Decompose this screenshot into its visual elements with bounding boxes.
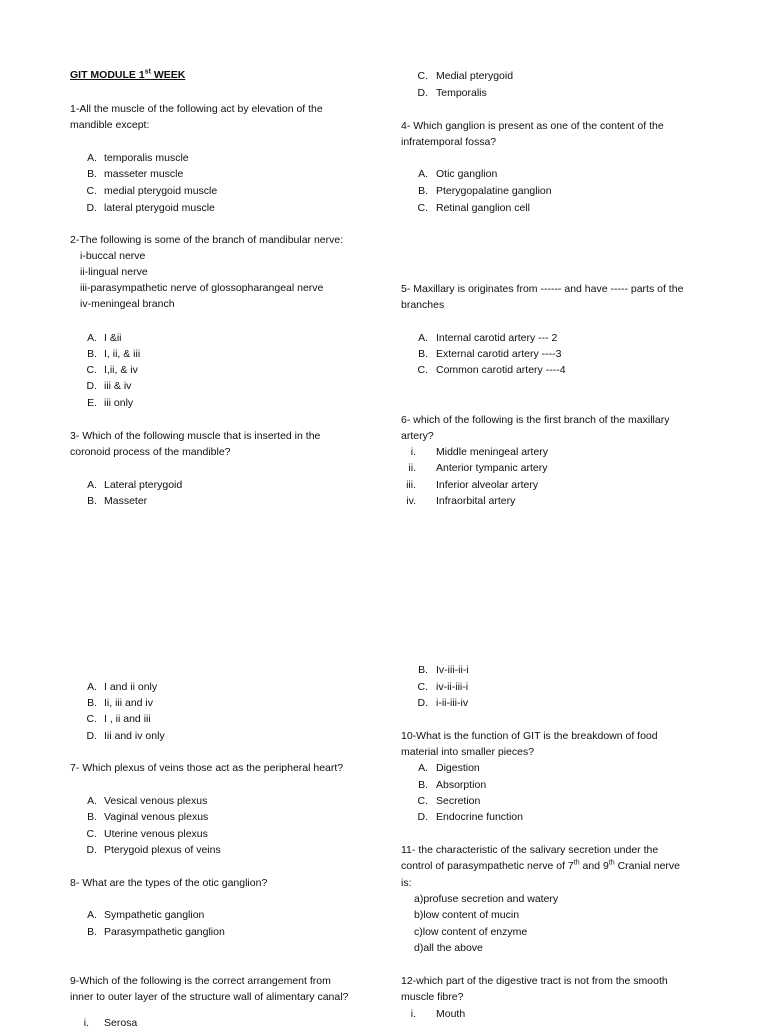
option-text: medial pterygoid muscle [104, 185, 218, 197]
question-1-text: 1-All the muscle of the following act by elevation of the [70, 103, 323, 115]
question-11-text-cont: control of parasympathetic nerve of 7th and 9th Cranial nerve [401, 859, 681, 872]
option-text: I , ii and iii [104, 713, 151, 725]
option-text: Ii, iii and iv [104, 697, 154, 709]
option-mark: A. [87, 909, 97, 921]
option-mark: B. [87, 348, 97, 360]
option-text: Common carotid artery ----4 [436, 364, 566, 376]
option-mark: B. [87, 926, 97, 938]
question-3-text: 3- Which of the following muscle that is inserted in the [70, 430, 321, 442]
question-11-item: c)low content of enzyme [414, 926, 528, 938]
question-5-text: 5- Maxillary is originates from ------ and have ----- parts of the [401, 283, 684, 295]
option-text: Retinal ganglion cell [436, 202, 530, 214]
option-text: I, ii, & iii [104, 348, 141, 360]
question-2-item: ii-lingual nerve [80, 266, 148, 278]
option-mark: D. [417, 87, 428, 99]
item-mark: i. [410, 446, 416, 458]
question-3-text-cont: coronoid process of the mandible? [70, 446, 231, 458]
option-text: lateral pterygoid muscle [104, 202, 215, 214]
option-mark: B. [87, 495, 97, 507]
question-7-text: 7- Which plexus of veins those act as the peripheral heart? [70, 762, 344, 774]
option-text: Sympathetic ganglion [104, 909, 205, 921]
question-9-text-cont: inner to outer layer of the structure wall of alimentary canal? [70, 991, 349, 1003]
option-mark: C. [417, 202, 428, 214]
option-mark: B. [87, 697, 97, 709]
option-mark: D. [86, 202, 97, 214]
option-mark: C. [417, 364, 428, 376]
option-text: I and ii only [104, 681, 158, 693]
option-text: iii only [104, 397, 134, 409]
option-mark: A. [87, 479, 97, 491]
option-text: Absorption [436, 779, 487, 791]
question-1-text-cont: mandible except: [70, 119, 150, 131]
item-text: Infraorbital artery [436, 495, 516, 507]
option-mark: C. [86, 828, 97, 840]
option-mark: D. [86, 730, 97, 742]
option-text: Pterygopalatine ganglion [436, 185, 552, 197]
option-text: masseter muscle [104, 168, 184, 180]
option-mark: i. [410, 1008, 416, 1020]
option-mark: C. [417, 70, 428, 82]
question-11-item: a)profuse secretion and watery [414, 893, 559, 905]
question-6-text-cont: artery? [401, 430, 434, 442]
option-mark: C. [417, 681, 428, 693]
option-mark: D. [417, 697, 428, 709]
question-12-text-cont: muscle fibre? [401, 991, 464, 1003]
option-mark: D. [417, 811, 428, 823]
question-8-text: 8- What are the types of the otic ganglion? [70, 877, 268, 889]
option-text: Iv-iii-ii-i [436, 664, 469, 676]
question-2-item: iv-meningeal branch [80, 298, 175, 310]
item-text: Inferior alveolar artery [436, 479, 539, 491]
option-mark: A. [87, 795, 97, 807]
option-text: Parasympathetic ganglion [104, 926, 225, 938]
option-text: Digestion [436, 762, 480, 774]
option-mark: B. [87, 168, 97, 180]
option-text: Secretion [436, 795, 481, 807]
option-mark: E. [87, 397, 97, 409]
option-text: iv-ii-iii-i [436, 681, 469, 693]
option-text: Medial pterygoid [436, 70, 514, 82]
option-mark: B. [87, 811, 97, 823]
question-10-text: 10-What is the function of GIT is the breakdown of food [401, 730, 658, 742]
option-mark: B. [418, 664, 428, 676]
page-title: GIT MODULE 1st WEEK [70, 68, 186, 81]
option-text: Serosa [104, 1017, 138, 1029]
question-4-text-cont: infratemporal fossa? [401, 136, 497, 148]
question-2-item: iii-parasympathetic nerve of glossopharangeal nerve [80, 282, 324, 294]
option-mark: C. [86, 364, 97, 376]
option-text: Vaginal venous plexus [104, 811, 209, 823]
question-11-item: b)low content of mucin [414, 909, 520, 921]
option-text: External carotid artery ----3 [436, 348, 562, 360]
option-mark: A. [87, 152, 97, 164]
option-text: Lateral pterygoid [104, 479, 183, 491]
option-text: Uterine venous plexus [104, 828, 208, 840]
option-mark: C. [86, 185, 97, 197]
item-mark: iii. [406, 479, 416, 491]
question-10-text-cont: material into smaller pieces? [401, 746, 535, 758]
option-mark: D. [86, 380, 97, 392]
question-2-text: 2-The following is some of the branch of mandibular nerve: [70, 234, 344, 246]
option-mark: B. [418, 348, 428, 360]
option-text: Otic ganglion [436, 168, 498, 180]
option-text: iii & iv [104, 380, 132, 392]
option-mark: B. [418, 779, 428, 791]
question-2-item: i-buccal nerve [80, 250, 146, 262]
question-6-text: 6- which of the following is the first branch of the maxillary [401, 414, 670, 426]
question-11-text-end: is: [401, 877, 412, 889]
option-text: Internal carotid artery --- 2 [436, 332, 558, 344]
option-text: temporalis muscle [104, 152, 189, 164]
option-mark: D. [86, 844, 97, 856]
option-mark: i. [83, 1017, 89, 1029]
option-text: Mouth [436, 1008, 466, 1020]
item-mark: iv. [406, 495, 416, 507]
option-mark: A. [418, 762, 428, 774]
option-mark: A. [87, 681, 97, 693]
option-text: Vesical venous plexus [104, 795, 208, 807]
option-text: Pterygoid plexus of veins [104, 844, 221, 856]
option-mark: C. [417, 795, 428, 807]
question-11-text: 11- the characteristic of the salivary secretion under the [401, 844, 659, 856]
option-text: i-ii-iii-iv [436, 697, 469, 709]
option-text: Endocrine function [436, 811, 523, 823]
option-mark: C. [86, 713, 97, 725]
option-mark: A. [418, 168, 428, 180]
option-text: Iii and iv only [104, 730, 165, 742]
option-mark: B. [418, 185, 428, 197]
question-4-text: 4- Which ganglion is present as one of the content of the [401, 120, 664, 132]
item-mark: ii. [408, 462, 416, 474]
option-text: Masseter [104, 495, 148, 507]
item-text: Anterior tympanic artery [436, 462, 548, 474]
option-mark: A. [87, 332, 97, 344]
item-text: Middle meningeal artery [436, 446, 549, 458]
option-text: I &ii [104, 332, 122, 344]
question-9-text: 9-Which of the following is the correct arrangement from [70, 975, 331, 987]
question-11-item: d)all the above [414, 942, 483, 954]
question-5-text-cont: branches [401, 299, 445, 311]
question-12-text: 12-which part of the digestive tract is not from the smooth [401, 975, 668, 987]
option-text: I,ii, & iv [104, 364, 138, 376]
option-text: Temporalis [436, 87, 487, 99]
option-mark: A. [418, 332, 428, 344]
